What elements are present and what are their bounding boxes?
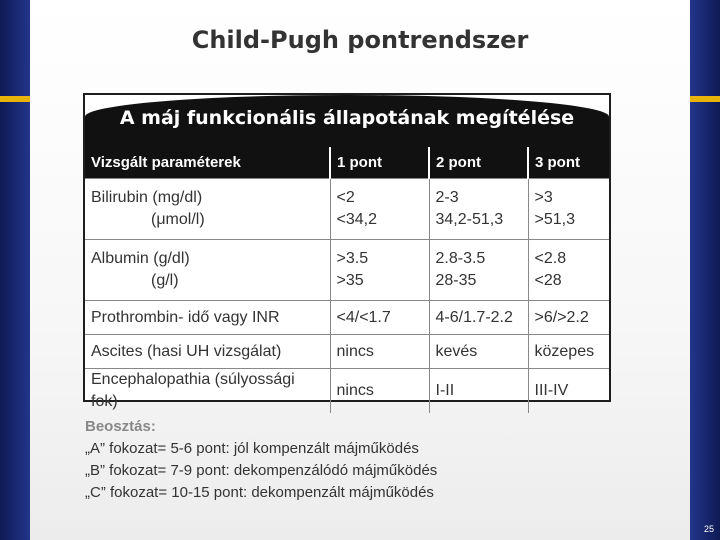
legend-line-c: „C” fokozat= 10-15 pont: dekompenzált májműködés — [85, 484, 434, 501]
value-line: 2.8-3.5 — [435, 250, 486, 267]
table-row-ascites — [85, 335, 609, 369]
column-header-2-points: 2 pont — [429, 147, 528, 179]
score-3-cell — [528, 179, 609, 240]
param-line: (g/l) — [151, 272, 179, 289]
table-heading: A máj funkcionális állapotának megítélése — [119, 107, 575, 129]
column-header-parameters: Vizsgált paraméterek — [85, 147, 330, 179]
legend-line-a: „A” fokozat= 5-6 pont: jól kompenzált májműködés — [85, 440, 419, 457]
param-cell — [85, 240, 330, 301]
score-2-cell: 4-6/1.7-2.2 — [429, 301, 528, 335]
score-1-cell: nincs — [330, 369, 429, 414]
value-line: 2-3 — [435, 189, 459, 206]
child-pugh-table-box — [83, 93, 611, 410]
column-header-1-point: 1 pont — [330, 147, 429, 179]
score-2-cell — [429, 179, 528, 240]
value-line: <34,2 — [336, 211, 377, 228]
value-line: 34,2-51,3 — [435, 211, 504, 228]
score-3-cell: III-IV — [528, 369, 609, 414]
left-blue-border — [0, 0, 30, 540]
child-pugh-table — [85, 147, 609, 413]
column-header-3-points: 3 pont — [528, 147, 609, 179]
score-3-cell — [528, 240, 609, 301]
table-header-row — [85, 147, 609, 179]
param-line: Albumin (g/dl) — [91, 250, 190, 267]
value-line: >3.5 — [336, 250, 369, 267]
param-cell: Encephalopathia (súlyossági fok) — [85, 369, 330, 414]
value-line: >35 — [336, 272, 364, 289]
table-row-bilirubin — [85, 179, 609, 240]
score-2-cell: I-II — [429, 369, 528, 414]
param-cell: Prothrombin- idő vagy INR — [85, 301, 330, 335]
legend-line-b: „B” fokozat= 7-9 pont: dekompenzálódó májműködés — [85, 462, 438, 479]
value-line: >51,3 — [534, 211, 575, 228]
score-1-cell: nincs — [330, 335, 429, 369]
param-line: (μmol/l) — [151, 211, 205, 228]
score-1-cell — [330, 240, 429, 301]
value-line: <2.8 — [534, 250, 567, 267]
legend-title: Beosztás: — [85, 418, 156, 435]
score-1-cell: <4/<1.7 — [330, 301, 429, 335]
score-3-cell: közepes — [528, 335, 609, 369]
param-cell: Ascites (hasi UH vizsgálat) — [85, 335, 330, 369]
score-2-cell — [429, 240, 528, 301]
table-row-encephalopathia — [85, 369, 609, 414]
table-row-albumin — [85, 240, 609, 301]
table-row-prothrombin — [85, 301, 609, 335]
right-gold-accent — [690, 96, 720, 102]
score-3-cell: >6/>2.2 — [528, 301, 609, 335]
right-blue-border — [690, 0, 720, 540]
param-cell — [85, 179, 330, 240]
left-gold-accent — [0, 96, 30, 102]
slide — [30, 0, 690, 540]
grading-legend — [85, 416, 437, 504]
slide-title: Child-Pugh pontrendszer — [191, 26, 529, 54]
score-1-cell — [330, 179, 429, 240]
value-line: <2 — [336, 189, 355, 206]
value-line: >3 — [534, 189, 553, 206]
score-2-cell: kevés — [429, 335, 528, 369]
value-line: <28 — [534, 272, 562, 289]
slide-number: 25 — [703, 524, 714, 534]
param-line: Bilirubin (mg/dl) — [91, 189, 203, 206]
value-line: 28-35 — [435, 272, 477, 289]
